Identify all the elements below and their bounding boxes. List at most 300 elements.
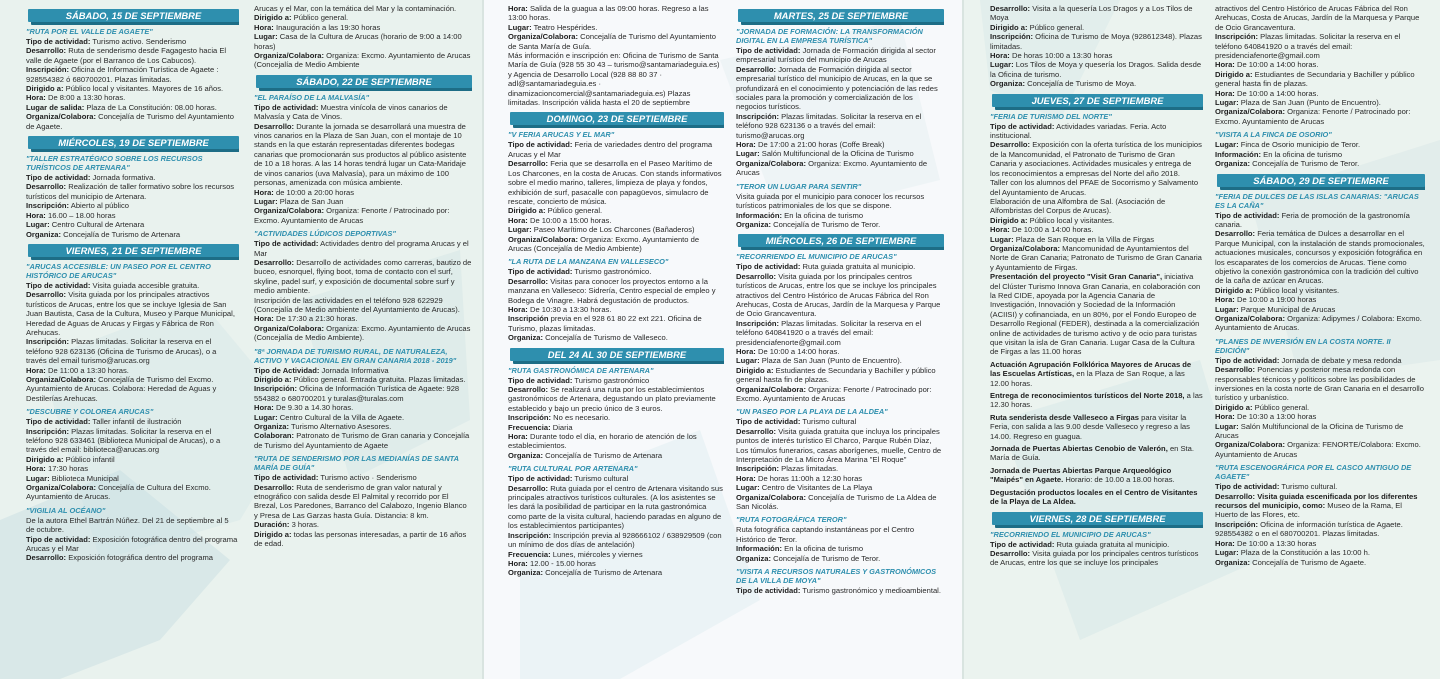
detail-value: Organiza: Fenorte / Patrocinado por: Excmo. Ayuntamiento de Arucas: [254, 206, 450, 225]
event-detail-line: [508, 333, 724, 342]
detail-label: Organiza:: [1215, 557, 1251, 567]
event-detail-line: [990, 225, 1203, 234]
detail-label: Ruta senderista desde Valleseco a Firgas: [990, 412, 1139, 422]
detail-label: Organiza/Colabora:: [254, 206, 325, 216]
detail-value: Plazas limitadas. Solicitar la reserva en el teléfono 928 633461 (Biblioteca Municipal de Arucas), o a través del email: biblioteca@arucas.org: [26, 426, 221, 455]
detail-label: Tipo de actividad:: [736, 262, 801, 272]
detail-label: Desarrollo:: [1215, 229, 1256, 239]
detail-value: Feria de promoción de la gastronomía canaria.: [1215, 210, 1410, 229]
detail-label: Desarrollo:: [990, 548, 1031, 558]
event-detail-line: [26, 474, 239, 483]
detail-label: Dirigido a:: [990, 22, 1028, 32]
event-detail-line: [736, 586, 944, 595]
event-paragraph: Inscripción de las actividades en el teléfono 928 622929 (Concejalía de Medio ambiente del Ayuntamiento de Arucas).: [254, 295, 460, 314]
event-detail-line: [1215, 492, 1425, 520]
detail-label: Dirigido a:: [1215, 402, 1253, 412]
event-detail-line: [254, 239, 472, 258]
event-detail-line: [990, 32, 1203, 51]
event-title: "RECORRIENDO EL MUNICIPIO DE ARUCAS": [990, 529, 1151, 539]
detail-label: Tipo de actividad:: [1215, 355, 1280, 365]
event-title: "RUTA CULTURAL POR ARTENARA": [508, 464, 638, 474]
event-title: "UN PASEO POR LA PLAYA DE LA ALDEA": [736, 407, 888, 417]
detail-value: Centro Cultural de Artenara: [51, 220, 145, 230]
event-detail-line: [254, 122, 472, 188]
event-detail-line: [508, 305, 724, 314]
detail-label: Desarrollo:: [508, 159, 549, 169]
detail-value: Lunes, miércoles y viernes: [552, 549, 643, 559]
detail-label: Desarrollo:: [508, 483, 549, 493]
detail-value: Jornada formativa.: [92, 173, 156, 183]
detail-label: Hora:: [1215, 60, 1235, 70]
event-detail-line: [736, 272, 944, 319]
event-detail-line: [1215, 159, 1425, 168]
detail-value: Organiza: Excmo. Ayuntamiento de Arucas (Concejalía de Medio Ambiente).: [254, 323, 471, 343]
detail-value: iniciativa del Clúster Turismo Innova Gran Canaria, en colaboración con la Red CIDE, apoyada por la Agencia Canaria de Investigación, Innovación y Sociedad de la Información (ACIISI) y cofinanciada, en un 80%, por el Fondo Europeo de Desarrollo Regional (FEDER), destinada a la comercialización online de actividades de turismo activo y de ocio para turistas que visitan la isla de Gran Canaria. Lugar Casa de la Cultura de Firgas a las 11.00 horas: [990, 272, 1201, 357]
event-title: "EL PARAÍSO DE LA MALVASÍA": [254, 92, 370, 102]
detail-label: Hora:: [736, 473, 756, 483]
event-detail-line: [990, 549, 1203, 568]
detail-value: 3 horas.: [291, 520, 320, 530]
event-detail-line: [990, 4, 1203, 23]
detail-value: Taller infantil de ilustración: [92, 417, 182, 427]
detail-value: Inscripción previa al 928666102 / 638929509 (con un mínimo de dos días de antelación): [508, 530, 722, 550]
detail-value: Plaza de San Roque en la Villa de Firgas: [1015, 234, 1155, 244]
detail-label: Lugar:: [736, 483, 760, 493]
event-detail-line: [1215, 60, 1425, 69]
event-title: "FERIA DE DULCES DE LAS ISLAS CANARIAS: "ARUCAS ES LA CAÑA": [1215, 191, 1419, 210]
detail-value: Ponencias y posterior mesa redonda con responsables técnicos y políticos sobre las posibilidades de inversiones en la costa norte de Gran Canaria en el desarrollo turístico y urbanístico.: [1215, 365, 1424, 403]
detail-value: Salida de la guagua a las 09:00 horas. Regreso a las 13:00 horas.: [508, 4, 709, 23]
detail-label: Lugar:: [1215, 304, 1239, 314]
detail-label: Presentación del proyecto "Visit Gran Canaria",: [990, 272, 1163, 282]
event-detail-line: [254, 366, 472, 375]
detail-value: Jornada Informativa: [321, 365, 389, 375]
event-title: "RUTA ESCENOGRÁFICA POR EL CASCO ANTIGUO DE AGAETE": [1215, 463, 1412, 482]
detail-label: Organiza/Colabora:: [736, 158, 807, 168]
detail-value: Organiza: Excmo. Ayuntamiento de Arucas: [736, 158, 928, 178]
event-detail-line: [736, 366, 944, 385]
event-title: "8ª JORNADA DE TURISMO RURAL, DE NATURALEZA, ACTIVO Y VACACIONAL EN GRAN CANARIA 2018 - 2019": [254, 346, 457, 365]
event-detail-line: [508, 216, 724, 225]
event-detail-line: [254, 258, 472, 296]
event-detail-line: [508, 32, 724, 51]
event-detail-line: [990, 235, 1203, 244]
detail-label: Dirigido a:: [26, 454, 64, 464]
detail-value: Concejalía de Turismo del Ayuntamiento de Agaete.: [26, 112, 234, 131]
detail-label: Actuación Agrupación Folklórica Mayores de Arucas de las Escuelas Artísticas,: [990, 359, 1192, 379]
event-detail-line: [736, 149, 944, 158]
detail-value: Concejalía de Turismo de Artenara: [545, 568, 663, 578]
detail-label: Tipo de actividad:: [254, 102, 319, 112]
event-detail-line: [990, 216, 1203, 225]
event-title: "VIGILIA AL OCÉANO": [26, 505, 106, 515]
detail-label: Inscripción:: [26, 201, 70, 211]
detail-value: Organiza: FENORTE/Colabora: Excmo. Ayuntamiento de Arucas: [1215, 440, 1421, 459]
detail-label: Jornada de Puertas Abiertas Parque Arqueológico "Maipés" en Agaete.: [990, 465, 1172, 485]
detail-value: 12.00 - 15.00 horas: [529, 558, 596, 568]
detail-label: Dirigido a:: [508, 206, 546, 216]
detail-value: Público general.: [293, 13, 349, 23]
detail-label: Hora:: [508, 304, 528, 314]
detail-value: Organiza: Excmo. Ayuntamiento de Arucas (Concejalía de Medio Ambiente): [508, 234, 700, 253]
detail-value: Plazas limitadas.: [781, 464, 839, 474]
detail-value: Plaza de San Juan (Punto de Encuentro).: [1240, 98, 1381, 108]
detail-label: Información:: [736, 210, 782, 220]
event-detail-line: [26, 46, 239, 65]
event-title: "TEROR UN LUGAR PARA SENTIR": [736, 181, 862, 191]
event-title: "FERIA DE TURISMO DEL NORTE": [990, 111, 1112, 121]
detail-value: Concejalía de Turismo de Teror.: [1252, 159, 1360, 169]
detail-value: De 17:00 a 21:00 horas (Coffe Break): [757, 140, 885, 150]
detail-label: Desarrollo:: [26, 290, 67, 300]
detail-label: Organiza/Colabora:: [990, 243, 1061, 253]
detail-value: Actividades dentro del programa Arucas y el Mar: [254, 239, 469, 258]
detail-label: Inscripción:: [508, 530, 552, 540]
event-detail-line: [1215, 403, 1425, 412]
detail-label: Organiza:: [26, 229, 62, 239]
detail-value: De horas 11:00h a 12:30 horas: [757, 473, 863, 483]
detail-value: Ruta guiada por el centro de Artenara visitando sus principales atractivos turísticos culturales. (A los asistentes se les dará la posibilidad de participar en la ruta gastronómica como parte de la visita cultural, haciendo paradas en alguno de los establecimientos participantes): [508, 483, 723, 531]
detail-label: Lugar:: [26, 473, 50, 483]
detail-label: Dirigido a:: [1215, 69, 1253, 79]
detail-value: De 10:00 a 14:00 horas.: [757, 346, 840, 356]
event-detail-line: [254, 413, 472, 422]
detail-label: Desarrollo:: [254, 482, 295, 492]
detail-value: Concejalía de Turismo de Teror.: [773, 553, 881, 563]
event-detail-line: [26, 375, 239, 403]
detail-label: Lugar:: [26, 220, 50, 230]
detail-value: de 10:00 a 20:00 horas: [275, 187, 355, 197]
detail-label: Organiza/Colabora:: [254, 51, 325, 61]
detail-value: en la Plaza de San Roque, a las 12.00 horas.: [990, 369, 1185, 388]
event-detail-line: [736, 474, 944, 483]
detail-value: Público infantil: [65, 454, 115, 464]
detail-value: De 10:30 a 13:00 horas: [1236, 412, 1317, 422]
detail-label: Hora:: [26, 464, 46, 474]
detail-label: Organiza/Colabora:: [508, 234, 579, 244]
detail-value: Oficina de Información Turística de Agaete : 928554382 ó 680700201. Plazas limitadas.: [26, 65, 219, 84]
detail-value: para visitar la Feria, con salida a las 9.00 desde Valleseco y regreso a las 14.00. Regreso en guagua.: [990, 412, 1190, 441]
event-detail-line: [990, 79, 1203, 88]
detail-value: Plazas limitadas. Solicitar la reserva en el teléfono 928 623136 o a través del email: turismo@arucas.org: [736, 111, 922, 140]
detail-value: Realización de taller formativo sobre los recursos turísticos del municipio de Artenara.: [26, 182, 235, 201]
event-detail-line: [254, 32, 472, 51]
detail-label: Organiza/Colabora:: [1215, 313, 1286, 323]
event-paragraph: Ruta fotográfica captando instantáneas por el Centro Histórico de Teror.: [736, 525, 915, 544]
event-detail-line: [508, 277, 724, 305]
detail-label: Organiza/Colabora:: [736, 384, 807, 394]
detail-label: Organiza/Colabora:: [1215, 107, 1286, 117]
detail-label: Lugar:: [1215, 98, 1239, 108]
event-detail-line: [736, 46, 944, 65]
event-detail-line: [1215, 412, 1425, 421]
event-detail-line: [508, 23, 724, 32]
detail-value: previa en el 928 61 80 22 ext 221. Oficina de Turismo, plazas limitadas.: [508, 314, 702, 333]
date-header: VIERNES, 21 DE SEPTIEMBRE: [28, 244, 239, 257]
detail-label: Desarrollo:: [26, 46, 67, 56]
event-detail-line: [736, 211, 944, 220]
event-title: "RECORRIENDO EL MUNICIPIO DE ARUCAS": [736, 252, 897, 262]
detail-value: Oficina de información turística de Agaete. 928554382 o en el 680700201. Plazas limitadas.: [1215, 519, 1403, 539]
detail-value: Turismo activo · Senderismo: [320, 473, 417, 483]
event-detail-line: [26, 182, 239, 201]
detail-label: Hora:: [1215, 88, 1235, 98]
detail-value: Actividades variadas. Feria. Acto institucional.: [990, 121, 1167, 141]
detail-label: Desarrollo:: [736, 426, 777, 436]
detail-label: Desarrollo: Visita guiada escenificada por los diferentes recursos del municipio, como:: [1215, 491, 1418, 511]
detail-value: Se realizará una ruta por los establecimientos gastronómicos de Artenara, degustando un plato previamente establecido y bajo un precio único de 3 euros.: [508, 385, 716, 413]
event-detail-line: [736, 417, 944, 426]
event-detail-line: [26, 290, 239, 337]
detail-value: Organiza: Fenorte / Patrocinado por: Excmo. Ayuntamiento de Arucas: [736, 384, 932, 403]
detail-value: Casa de la Cultura de Arucas (horario de 9:00 a 14:00 horas): [254, 32, 462, 51]
event-detail-line: [508, 432, 724, 451]
detail-label: Desarrollo:: [254, 121, 295, 131]
detail-value: Teatro Hespérides.: [533, 22, 598, 32]
event-detail-line: [26, 112, 239, 131]
detail-label: Información:: [1215, 149, 1261, 159]
event-detail-line: [990, 413, 1203, 441]
event-detail-line: [254, 384, 472, 403]
event-detail-line: [736, 427, 944, 465]
event-detail-line: [26, 211, 239, 220]
event-detail-line: [508, 235, 724, 254]
event-detail-line: [990, 360, 1203, 388]
detail-label: Desarrollo:: [736, 64, 777, 74]
event-detail-line: [26, 201, 239, 210]
detail-label: Lugar:: [736, 356, 760, 366]
detail-value: Visita guiada por los principales atractivos turísticos de Arucas, entre los que se incluye Iglesia de San Juan Bautista, Casa de la Cultura, Museo y Parque Municipal, Heredad de Aguas de Arucas y Firgas y Fábrica de Ron Arehucas.: [26, 290, 235, 337]
event-detail-line: [508, 140, 724, 159]
event-detail-line: [736, 356, 944, 365]
detail-label: Hora:: [254, 403, 274, 413]
event-detail-line: [26, 427, 239, 455]
event-detail-line: [254, 431, 472, 450]
detail-label: Inscripción:: [508, 413, 552, 423]
event-title: "PLANES DE INVERSIÓN EN LA COSTA NORTE. II EDICIÓN": [1215, 336, 1391, 355]
detail-label: Organiza/Colabora:: [1215, 440, 1286, 450]
detail-value: De 10:00 a 15:00 horas.: [529, 215, 612, 225]
event-detail-line: [736, 220, 944, 229]
detail-label: Lugar:: [1215, 421, 1239, 431]
event-detail-line: [990, 391, 1203, 410]
detail-label: Desarrollo:: [1215, 365, 1256, 375]
event-detail-line: [1215, 558, 1425, 567]
detail-value: Horario: de 10.00 a 18.00 horas.: [1065, 475, 1175, 485]
detail-value: Concejalía de Turismo de Teror.: [773, 219, 881, 229]
detail-value: Público general.: [1029, 22, 1085, 32]
event-detail-line: [1215, 70, 1425, 89]
fold-line-left: [482, 0, 484, 679]
detail-value: En la oficina de turismo: [784, 544, 864, 554]
event-detail-line: [1215, 286, 1425, 295]
detail-label: Hora:: [508, 558, 528, 568]
event-detail-line: [1215, 140, 1425, 149]
detail-value: Feria que se desarrolla en el Paseo Marítimo de Los Charcones, en la costa de Arucas. Con stands informativos sobre el medio marino, talleres, limpieza de playa y fondos, exhibición de surf, pasacalle con papagüevos, simulacro de rescate, concierto de música.: [508, 159, 722, 206]
event-detail-line: [736, 483, 944, 492]
detail-label: Tipo de actividad:: [26, 534, 91, 544]
detail-value: Concejalía de Turismo del Ayuntamiento de Santa María de Guía.: [508, 32, 716, 51]
event-detail-line: [26, 84, 239, 93]
detail-label: Hora:: [26, 365, 46, 375]
detail-label: Tipo de actividad:: [254, 239, 319, 249]
event-detail-line: [990, 51, 1203, 60]
detail-label: Organiza/Colabora:: [736, 492, 807, 502]
detail-value: Plaza de San Juan (Punto de Encuentro).: [761, 356, 902, 366]
event-detail-line: [26, 220, 239, 229]
event-detail-line: [1215, 365, 1425, 403]
detail-value: Turismo gastronómico y medioambiental.: [802, 586, 941, 596]
event-detail-line: [990, 244, 1203, 272]
event-detail-line: [254, 13, 472, 22]
detail-label: Hora:: [990, 225, 1010, 235]
detail-value: todas las personas interesadas, a partir de 16 años de edad.: [254, 529, 467, 549]
detail-label: Inscripción:: [26, 65, 70, 75]
event-detail-line: [1215, 314, 1425, 333]
event-title: "VISITA A LA FINCA DE OSORIO": [1215, 130, 1332, 140]
detail-value: Museo de la Rama, El Huerto de las Flores, etc.: [1215, 501, 1402, 520]
event-detail-line: [736, 493, 944, 512]
detail-label: Organiza:: [508, 568, 544, 578]
event-detail-line: [1215, 539, 1425, 548]
detail-label: Organiza:: [990, 79, 1026, 89]
detail-value: en Sta. María de Guía.: [990, 444, 1195, 463]
detail-label: Lugar:: [736, 149, 760, 159]
detail-value: Turismo activo. Senderismo: [92, 37, 187, 46]
event-detail-line: [1215, 229, 1425, 285]
detail-label: Duración:: [254, 520, 290, 530]
detail-value: Feria temática de Dulces a desarrollar en el Parque Municipal, con la instalación de stands promocionales, actuaciones musicales, concursos y exposición fotográfica en los escaparates de los comercios de Arucas. Tiene como objetivo la conexión gastronómica con la tradición del cultivo de la caña de azúcar en Arucas.: [1215, 229, 1425, 286]
detail-value: Oficina de Información Turística de Agaete: 928 554382 o 680700201 y turalas@turalas.com: [254, 384, 460, 403]
detail-value: Muestra vinícola de vinos canarios de Malvasía y Cata de Vinos.: [254, 102, 448, 122]
detail-value: De 9.30 a 14.30 horas.: [275, 403, 354, 413]
detail-value: Concejalía de Turismo de Artenara: [545, 450, 663, 460]
detail-value: Visita guiada accesible gratuita.: [92, 280, 200, 290]
event-detail-line: [990, 122, 1203, 141]
detail-label: Lugar:: [254, 196, 278, 206]
event-detail-line: [254, 23, 472, 32]
detail-value: Visita a la quesería Los Dragos y a Los Tilos de Moya: [990, 4, 1193, 23]
event-detail-line: [254, 324, 472, 343]
detail-label: Desarrollo:: [254, 257, 295, 267]
event-detail-line: [26, 281, 239, 290]
event-detail-line: [254, 197, 472, 206]
detail-label: Hora:: [508, 432, 528, 442]
detail-value: Turismo cultural: [802, 417, 857, 427]
event-detail-line: [26, 417, 239, 426]
event-paragraph: Visita guiada por el municipio para conocer los recursos turísticos patrimoniales de los que se dispone.: [736, 191, 925, 211]
detail-label: Inscripción: [508, 314, 549, 324]
detail-value: Los Tilos de Moya y quesería los Dragos. Salida desde la Oficina de turismo.: [990, 60, 1202, 79]
event-detail-line: [26, 65, 239, 84]
event-detail-line: [736, 319, 944, 347]
detail-value: Ruta guiada gratuita al municipio.: [802, 262, 916, 272]
detail-label: Lugar:: [254, 32, 278, 42]
detail-value: De horas 10:00 a 13:30 horas: [1011, 51, 1113, 61]
detail-label: Organiza:: [254, 422, 290, 432]
detail-label: Tipo de actividad:: [254, 473, 319, 483]
detail-value: Paseo Marítimo de Los Charcones (Bañaderos): [533, 225, 695, 235]
detail-value: Público general. Entrada gratuita. Plazas limitadas.: [293, 375, 466, 384]
event-detail-line: [26, 37, 239, 46]
event-detail-line: [990, 60, 1203, 79]
detail-label: Tipo de actividad:: [736, 46, 801, 55]
detail-value: Concejalía de Turismo de Moya.: [1027, 79, 1137, 89]
event-detail-line: [508, 385, 724, 413]
detail-label: Hora:: [254, 187, 274, 197]
detail-label: Hora:: [508, 215, 528, 225]
detail-value: De 11:00 a 13:30 horas.: [47, 365, 129, 375]
detail-value: Visita guiada gratuita que incluya los principales puntos de interés turístico El Charco, Parque Rubén Díaz, Los túmulos funerarios, casas aborígenes, muelle, Centro de Interpretación de La Micro Área Marina "El Roque": [736, 426, 942, 465]
event-title: "JORNADA DE FORMACIÓN: LA TRANSFORMACIÓN DIGITAL EN LA EMPRESA TURÍSTICA": [736, 27, 923, 45]
event-detail-line: [508, 559, 724, 568]
event-detail-line: [508, 314, 724, 333]
event-detail-line: [736, 464, 944, 473]
detail-value: Concejalía de Turismo de La Aldea de San Nicolás.: [736, 492, 937, 512]
detail-value: Público general.: [1254, 402, 1310, 412]
event-title: "LA RUTA DE LA MANZANA EN VALLESECO": [508, 257, 669, 267]
detail-label: Tipo de actividad:: [26, 280, 91, 290]
detail-value: Desarrollo de actividades como carreras, bautizo de buceo, esnorquel, flying boot, toma de contacto con el surf, skyline, padel surf, y exposición de documental sobre surf y medio ambiente.: [254, 257, 472, 296]
event-detail-line: [508, 225, 724, 234]
detail-label: Información:: [736, 544, 782, 554]
detail-label: Tipo de actividad:: [736, 417, 801, 427]
date-header: JUEVES, 27 DE SEPTIEMBRE: [992, 94, 1203, 107]
event-title: "RUTA FOTOGRÁFICA TEROR": [736, 515, 847, 525]
detail-value: Plazas limitadas. Solicitar la reserva en el teléfono 640841920 o a través del email: presidenciafenorte@gmail.com: [1215, 32, 1401, 61]
event-detail-line: [1215, 548, 1425, 557]
detail-value: Plazas limitadas. Solicitar la reserva en el teléfono 928 623136 (Oficina de Turismo de Arucas), o a través del email turismo@arucas.org: [26, 337, 217, 366]
detail-value: Exposición con la oferta turística de los municipios de la Mancomunidad, el Patronato de Turismo de Gran Canaria y asociaciones. Actividades musicales y entrega de los reconocimientos a empresas del Norte del año 2018.: [990, 140, 1202, 178]
detail-label: Hora:: [736, 140, 756, 150]
event-detail-line: [508, 267, 724, 276]
detail-label: Hora:: [254, 22, 274, 32]
event-detail-line: [736, 262, 944, 271]
detail-label: Tipo de actividad:: [26, 37, 91, 46]
detail-label: Organiza:: [508, 450, 544, 460]
detail-label: Desarrollo:: [990, 4, 1031, 13]
detail-value: Plaza de La Constitución: 08.00 horas.: [86, 102, 217, 112]
detail-value: Oficina de Turismo de Moya (928612348). Plazas limitadas.: [990, 32, 1202, 51]
detail-label: Tipo de actividad:: [508, 140, 573, 150]
detail-label: Organiza:: [508, 333, 544, 343]
detail-label: Lugar:: [254, 412, 278, 422]
detail-value: Turismo cultural.: [1281, 482, 1338, 492]
detail-label: Inscripción:: [26, 337, 70, 347]
detail-label: Tipo de actividad:: [508, 267, 573, 277]
detail-label: Tipo de actividad:: [508, 375, 573, 385]
detail-label: Dirigido a:: [990, 215, 1028, 225]
detail-label: Tipo de actividad:: [1215, 210, 1280, 220]
event-detail-line: [254, 422, 472, 431]
event-detail-line: [254, 188, 472, 197]
detail-value: De 10:00 a 19:00 horas: [1236, 295, 1317, 305]
event-detail-line: [990, 488, 1203, 507]
detail-value: Durante la jornada se desarrollará una muestra de vinos canarios en la Plaza de San Juan, con el montaje de 10 stands en la que estarán representadas diferentes bodegas canarias que promocionarán sus productos al público asistente de 10 a 18 horas. A las 14 horas tendrá lugar un Cata-Maridaje de vinos canarios (uva Malvasía), para un máximo de 100 personas, amenizada con música ambiente.: [254, 121, 467, 188]
detail-value: De 10:00 a 14:00 horas.: [1236, 60, 1319, 70]
event-paragraph: atractivos del Centro Histórico de Arucas Fábrica del Ron Arehucas, Costa de Arucas, Jardín de la Marquesa y Parque de Ocio Grancaventura.: [1215, 4, 1420, 32]
detail-label: Dirigido a:: [736, 365, 774, 375]
detail-label: Lugar:: [1215, 140, 1239, 150]
detail-value: a las 12.30 horas.: [990, 391, 1203, 410]
detail-value: Biblioteca Municipal: [51, 473, 119, 483]
fold-line-right: [962, 0, 964, 679]
event-detail-line: [1215, 211, 1425, 230]
detail-label: Tipo de actividad:: [990, 539, 1055, 549]
detail-label: Dirigido a:: [254, 375, 292, 384]
event-detail-line: [254, 483, 472, 521]
detail-label: Desarrollo:: [508, 276, 549, 286]
